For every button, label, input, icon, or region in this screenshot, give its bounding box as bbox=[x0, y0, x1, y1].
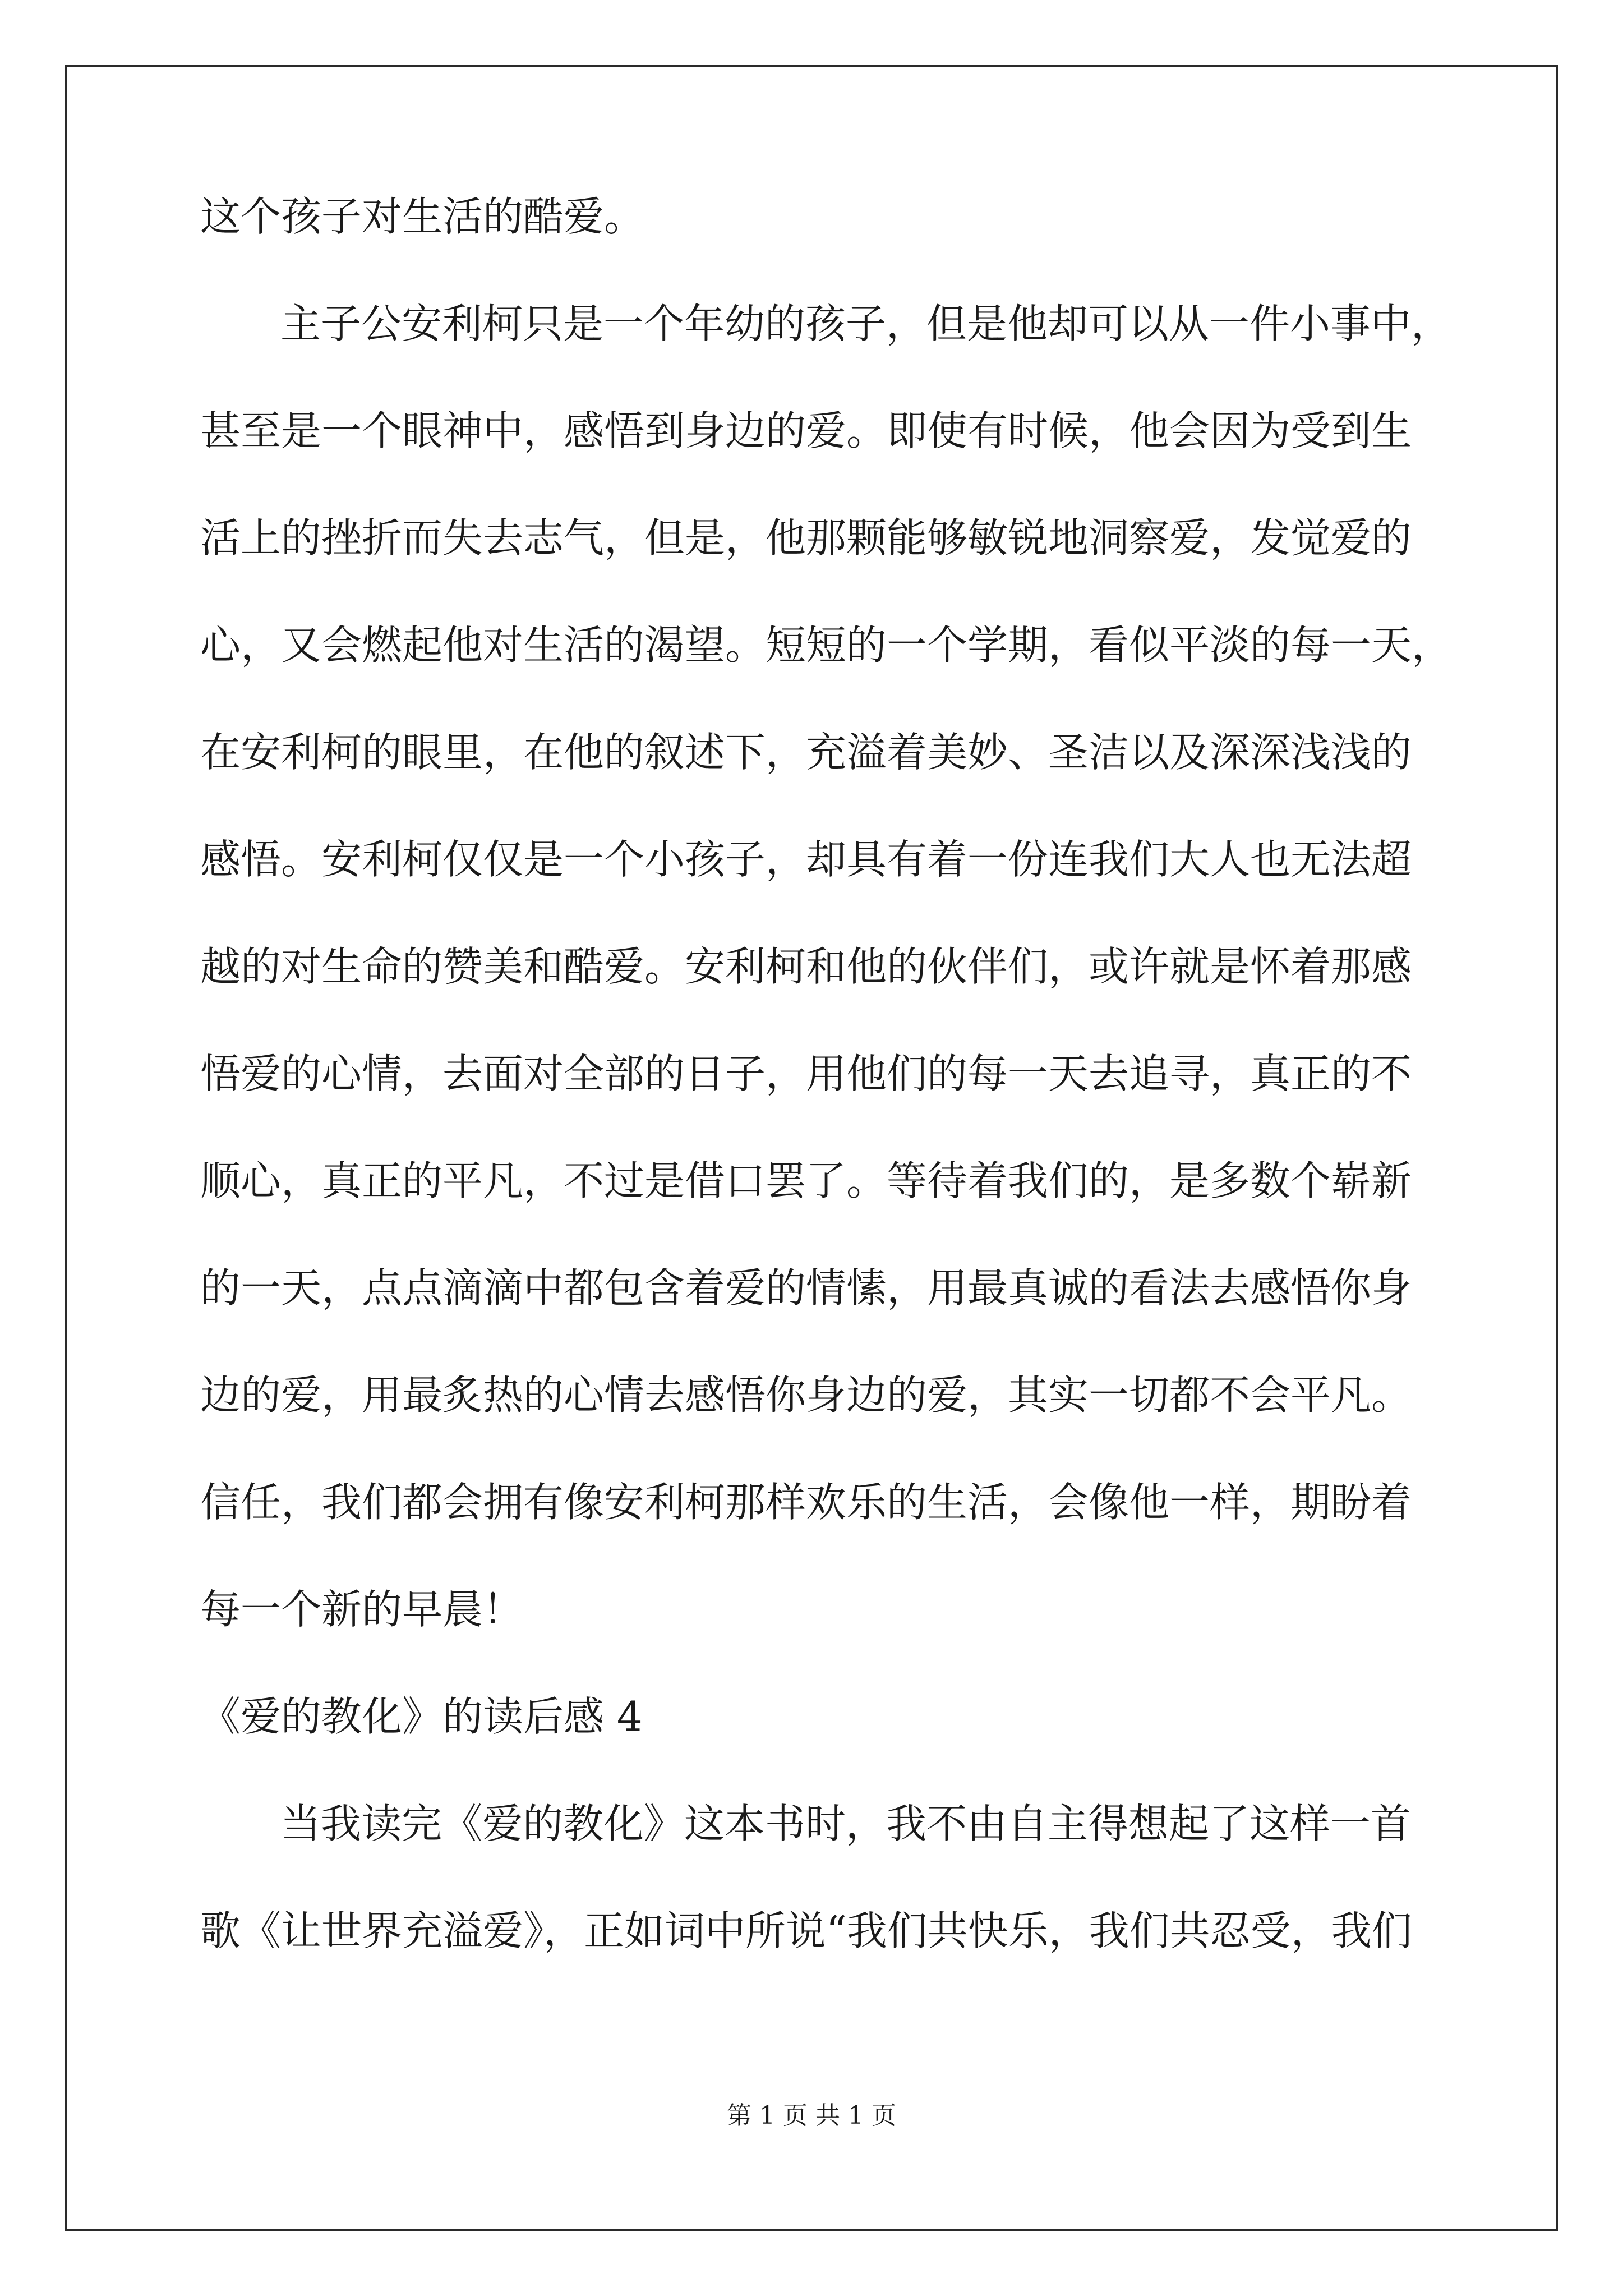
document-body bbox=[200, 190, 1453, 2011]
paragraph-first-line: 主子公安利柯只是一个年幼的孩子，但是他却可以从一件小事中， bbox=[280, 300, 1452, 347]
body-text-line: 心，又会燃起他对生活的渴望。短短的一个学期，看似平淡的每一天， bbox=[200, 622, 1453, 669]
body-text-line: 活上的挫折而失去志气，但是，他那颗能够敏锐地洞察爱，发觉爱的 bbox=[200, 514, 1412, 562]
body-text-line: 信任，我们都会拥有像安利柯那样欢乐的生活，会像他一样，期盼着 bbox=[200, 1479, 1412, 1526]
body-text-line: 边的爱，用最炙热的心情去感悟你身边的爱，其实一切都不会平凡。 bbox=[200, 1372, 1412, 1419]
body-text-line: 歌《让世界充溢爱》，正如词中所说“我们共快乐，我们共忍受，我们 bbox=[200, 1907, 1412, 1954]
body-text-line: 甚至是一个眼神中，感悟到身边的爱。即使有时候，他会因为受到生 bbox=[200, 407, 1412, 454]
body-text-line: 在安利柯的眼里，在他的叙述下，充溢着美妙、圣洁以及深深浅浅的 bbox=[200, 729, 1412, 776]
body-text-line: 顺心，真正的平凡，不过是借口罢了。等待着我们的，是多数个崭新 bbox=[200, 1157, 1412, 1204]
paragraph-first-line: 当我读完《爱的教化》这本书时，我不由自主得想起了这样一首 bbox=[280, 1800, 1412, 1847]
body-text-line: 感悟。安利柯仅仅是一个小孩子，却具有着一份连我们大人也无法超 bbox=[200, 836, 1412, 883]
section-heading: 《爱的教化》的读后感 4 bbox=[200, 1693, 643, 1740]
body-text-line: 每一个新的早晨！ bbox=[200, 1586, 524, 1633]
body-text-line: 越的对生命的赞美和酷爱。安利柯和他的伙伴们，或许就是怀着那感 bbox=[200, 943, 1412, 990]
body-text-line: 悟爱的心情，去面对全部的日子，用他们的每一天去追寻，真正的不 bbox=[200, 1050, 1412, 1097]
body-text-line: 的一天，点点滴滴中都包含着爱的情愫，用最真诚的看法去感悟你身 bbox=[200, 1264, 1412, 1312]
body-text-line: 这个孩子对生活的酷爱。 bbox=[200, 193, 645, 240]
page-footer: 第 1 页 共 1 页 bbox=[727, 2101, 896, 2130]
